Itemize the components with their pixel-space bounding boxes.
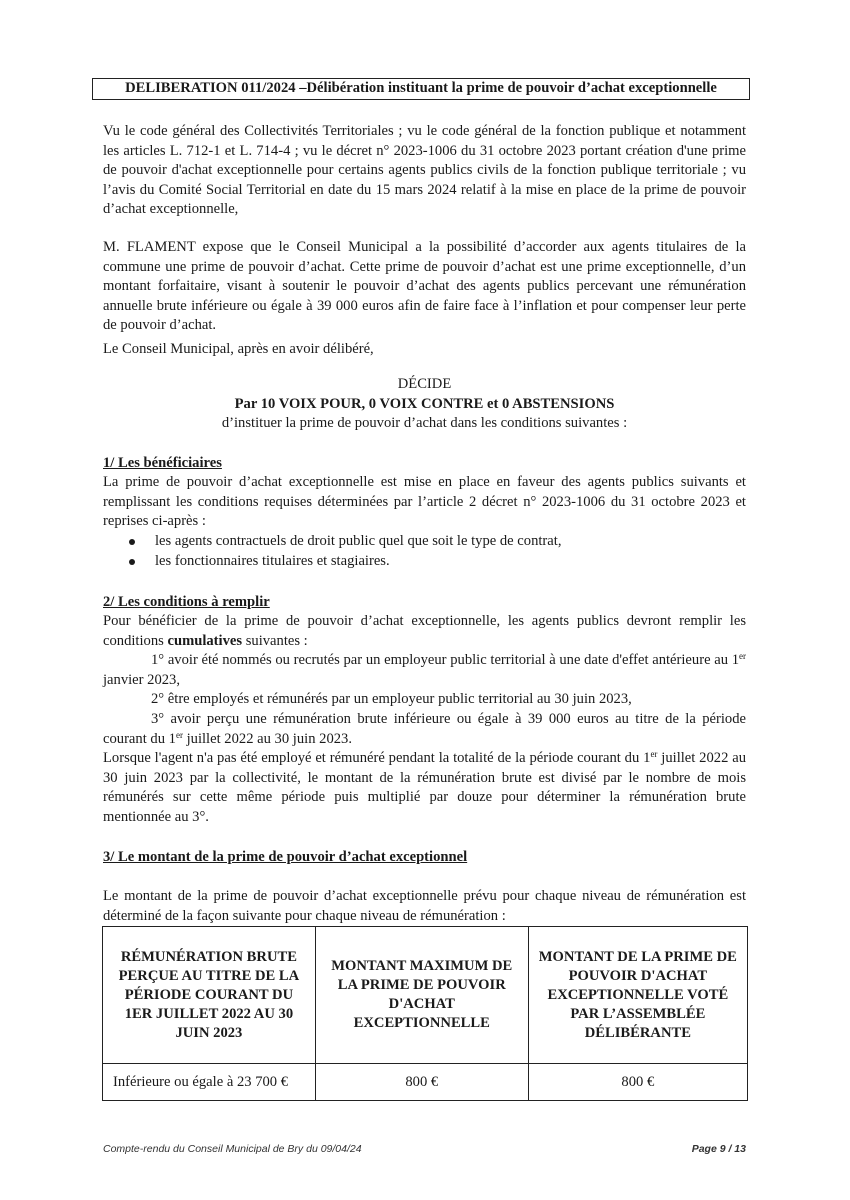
table-header-row — [103, 927, 748, 1064]
exposition-paragraph: M. FLAMENT expose que le Conseil Municipal a la possibilité d’accorder aux agents titulaires de la commune une prime de pouvoir d’achat. Cette prime de pouvoir d’achat est une prime exceptionnelle, d’un montant forfaitaire, visant à soutenir le pouvoir d’achat des agents publics percevant une rémunération annuelle brute inférieure ou égale à 39 000 euros afin de faire face à l’inflation et pour compenser leur perte de pouvoir d’achat. — [103, 239, 746, 334]
footer-text: Compte-rendu du Conseil Municipal de Bry du 09/04/24 — [103, 1143, 362, 1155]
vote-result: Par 10 VOIX POUR, 0 VOIX CONTRE et 0 ABSTENSIONS — [234, 396, 615, 412]
section2-heading: 2/ Les conditions à remplir — [103, 594, 270, 610]
section3-text: Le montant de la prime de pouvoir d’achat exceptionnelle prévu pour chaque niveau de rémunération est déterminé de la façon suivante pour chaque niveau de rémunération : — [103, 888, 746, 924]
condition-2: 2° être employés et rémunérés par un employeur public territorial au 30 juin 2023, — [151, 691, 632, 708]
condition-3: 3° avoir perçu une rémunération brute inférieure ou égale à 39 000 euros au titre de la période courant du 1er juillet 2022 au 30 juin 2023. — [103, 710, 746, 747]
amounts-table — [102, 926, 748, 1101]
bullet-icon — [129, 539, 135, 545]
condition-closing: Lorsque l'agent n'a pas été employé et rémunéré pendant la totalité de la période courant du 1er juillet 2022 au 30 juin 2023 par la collectivité, le montant de la rémunération brute est divisé par le nombre de mois rémunérés sur cette même période puis multiplié par douze pour déterminer la rémunération brute mentionnée au 3°. — [103, 749, 746, 825]
section2-body: Pour bénéficier de la prime de pouvoir d’achat exceptionnelle, les agents publics devront remplir les conditions cumulatives suivantes : 1° avoir été nommés ou recrutés par un employeur public territorial à une date d'effet antérieure au 1er janvier 2023, 2° être employés et rémunérés par un employeur public territorial au 30 juin 2023, 3° avoir perçu une rémunération brute inférieure ou égale à 39 000 euros au titre de la période courant du 1er juillet 2022 au 30 juin 2023. Lorsque l'agent n'a pas été employé et rémunéré pendant la totalité de la période courant du 1er juillet 2022 au 30 juin 2023 par la collectivité, le montant de la rémunération brute est divisé par le nombre de mois rémunérés sur cette même période puis multiplié par douze pour déterminer la rémunération brute mentionnée au 3°. — [103, 612, 746, 828]
deliberation-title: DELIBERATION 011/2024 –Délibération instituant la prime de pouvoir d’achat exceptionnelle — [92, 78, 750, 100]
page-number: Page 9 / 13 — [691, 1143, 746, 1155]
table-header-cell: RÉMUNÉRATION BRUTE PERÇUE AU TITRE DE LA PÉRIODE COURANT DU 1ER JUILLET 2022 AU 30 JUIN 2023 — [103, 927, 316, 1064]
list-item: les agents contractuels de droit public quel que soit le type de contrat, — [103, 532, 746, 552]
table-cell: Inférieure ou égale à 23 700 € — [103, 1064, 316, 1101]
bullet-icon — [129, 559, 135, 565]
table-header-cell: MONTANT MAXIMUM DE LA PRIME DE POUVOIR D'ACHAT EXCEPTIONNELLE — [315, 927, 528, 1064]
table-cell: 800 € — [528, 1064, 747, 1101]
preamble-paragraph: Vu le code général des Collectivités Territoriales ; vu le code général de la fonction publique et notamment les articles L. 712-1 et L. 714-4 ; vu le décret n° 2023-1006 du 31 octobre 2023 portant création d'une prime de pouvoir d'achat exceptionnelle pour certains agents publics civils de la fonction publique territoriale ; vu l’avis du Comité Social Territorial en date du 15 mars 2024 relatif à la mise en place de la prime de pouvoir d’achat exceptionnelle, — [103, 123, 746, 218]
list-item: les fonctionnaires titulaires et stagiaires. — [103, 552, 746, 572]
table-row — [103, 1064, 748, 1101]
table-header-cell: MONTANT DE LA PRIME DE POUVOIR D'ACHAT EXCEPTIONNELLE VOTÉ PAR L’ASSEMBLÉE DÉLIBÉRANTE — [528, 927, 747, 1064]
beneficiaries-list — [103, 532, 746, 571]
decision-object: d’instituer la prime de pouvoir d’achat dans les conditions suivantes : — [221, 415, 628, 431]
council-line: Le Conseil Municipal, après en avoir délibéré, — [103, 341, 374, 357]
section1-text: La prime de pouvoir d’achat exceptionnelle est mise en place en faveur des agents publics suivants et remplissant les conditions requises déterminées par l’article 2 décret n° 2023-1006 du 31 octobre 2023 et reprises ci-après : — [103, 474, 746, 530]
decision-word: DÉCIDE — [397, 376, 452, 392]
condition-1: 1° avoir été nommés ou recrutés par un employeur public territorial à une date d'effet antérieure au 1er janvier 2023, — [103, 651, 746, 688]
table-cell: 800 € — [315, 1064, 528, 1101]
section1-heading: 1/ Les bénéficiaires — [103, 455, 222, 471]
section3-heading: 3/ Le montant de la prime de pouvoir d’achat exceptionnel — [103, 849, 468, 865]
